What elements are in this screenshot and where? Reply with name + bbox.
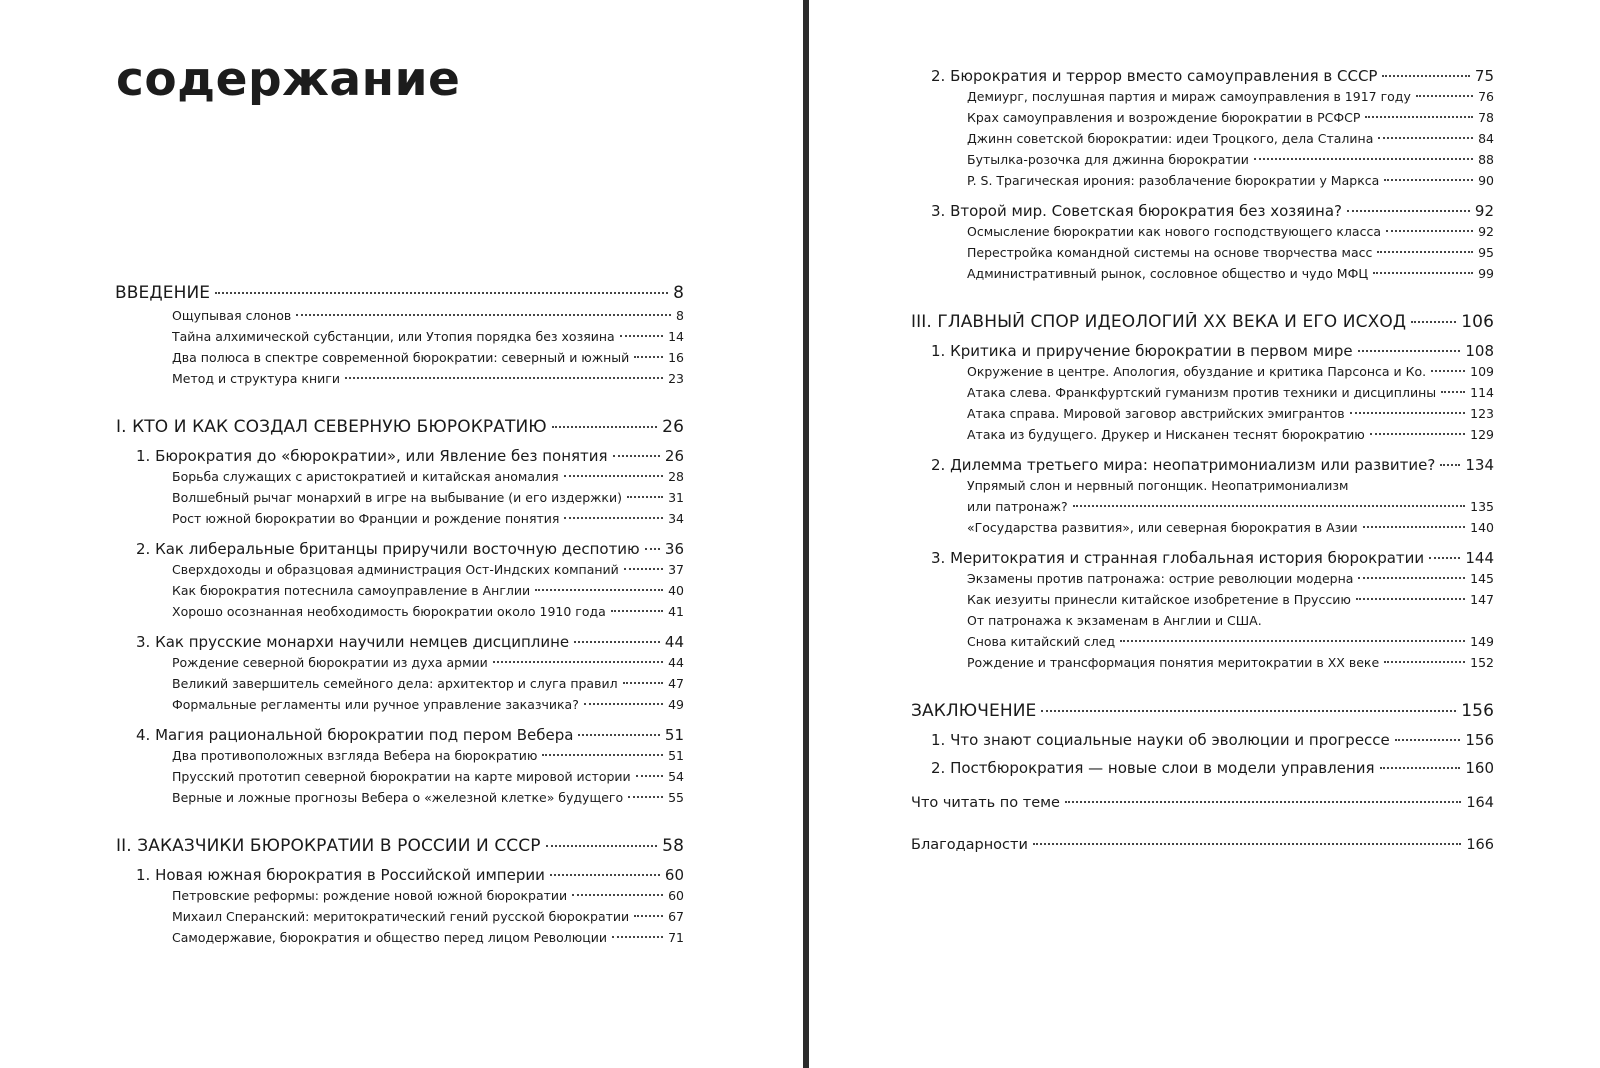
dot-leader <box>1395 739 1461 741</box>
dot-leader <box>535 589 663 591</box>
toc-section[interactable] <box>116 909 684 930</box>
entry-title: 1. Бюрократия до «бюрократии», или Явление без понятия <box>136 447 608 465</box>
entry-title: Сверхдоходы и образцовая администрация Ост-Индских компаний <box>172 562 619 577</box>
dot-leader <box>1431 370 1465 372</box>
entry-page: 26 <box>664 447 684 465</box>
toc-part-2[interactable] <box>116 836 684 861</box>
toc-section[interactable] <box>931 520 1494 541</box>
entry-title: Ощупывая слонов <box>172 308 292 323</box>
entry-page: 109 <box>1470 364 1494 379</box>
entry-page: 84 <box>1478 131 1494 146</box>
entry-page: 44 <box>668 655 684 670</box>
entry-title: Два полюса в спектре современной бюрократии: северный и южный <box>172 350 630 365</box>
entry-title: 2. Как либеральные британцы приручили восточную деспотию <box>136 540 640 558</box>
entry-title: Верные и ложные прогнозы Вебера о «железной клетке» будущего <box>172 790 624 805</box>
entry-page: 106 <box>1461 312 1494 332</box>
dot-leader <box>542 754 663 756</box>
dot-leader <box>546 845 658 847</box>
entry-page: 129 <box>1470 427 1494 442</box>
toc-section[interactable] <box>116 371 684 392</box>
toc-section[interactable] <box>931 173 1494 194</box>
entry-page: 60 <box>664 866 684 884</box>
entry-page: 92 <box>1474 202 1494 220</box>
entry-page: 40 <box>668 583 684 598</box>
toc-chapter[interactable] <box>116 447 684 469</box>
dot-leader <box>1370 433 1465 435</box>
toc-chapter[interactable] <box>931 456 1494 478</box>
dot-leader <box>1386 230 1473 232</box>
entry-title: Борьба служащих с аристократией и китайская аномалия <box>172 469 559 484</box>
toc-section[interactable] <box>116 930 684 951</box>
toc-chapter[interactable] <box>931 342 1494 364</box>
entry-page: 78 <box>1478 110 1494 125</box>
toc-chapter[interactable] <box>931 67 1494 89</box>
toc-section[interactable] <box>116 604 684 625</box>
entry-title: Рождение и трансформация понятия меритократии в XX веке <box>967 655 1380 670</box>
dot-leader <box>1033 843 1461 845</box>
entry-page: 14 <box>668 329 684 344</box>
entry-page: 90 <box>1478 173 1494 188</box>
entry-title: Атака слева. Франкфуртский гуманизм против техники и дисциплины <box>967 385 1437 400</box>
entry-title: Формальные регламенты или ручное управление заказчика? <box>172 697 579 712</box>
entry-title: Метод и структура книги <box>172 371 340 386</box>
dot-leader <box>1358 350 1461 352</box>
entry-page: 88 <box>1478 152 1494 167</box>
toc-section[interactable] <box>931 364 1494 385</box>
dot-leader <box>1429 557 1460 559</box>
toc-section[interactable] <box>116 308 684 329</box>
entry-title: Перестройка командной системы на основе творчества масс <box>967 245 1373 260</box>
entry-page: 8 <box>673 283 684 303</box>
entry-page: 145 <box>1470 571 1494 586</box>
dot-leader <box>578 734 659 736</box>
toc-section[interactable] <box>931 89 1494 110</box>
dot-leader <box>624 568 663 570</box>
entry-title: Михаил Сперанский: меритократический гений русской бюрократии <box>172 909 630 924</box>
dot-leader <box>1441 391 1465 393</box>
toc-section[interactable] <box>931 406 1494 427</box>
entry-title: Рост южной бюрократии во Франции и рождение понятия <box>172 511 560 526</box>
dot-leader <box>627 496 663 498</box>
entry-title: Снова китайский след <box>967 634 1116 649</box>
entry-title: Волшебный рычаг монархий в игре на выбывание (и его издержки) <box>172 490 622 505</box>
dot-leader <box>1380 767 1461 769</box>
entry-title: Экзамены против патронажа: острие революции модерна <box>967 571 1354 586</box>
toc-section[interactable] <box>931 499 1494 520</box>
dot-leader <box>572 894 663 896</box>
entry-title: Демиург, послушная партия и мираж самоуправления в 1917 году <box>967 89 1411 104</box>
entry-page: 99 <box>1478 266 1494 281</box>
entry-title: Административный рынок, сословное общество и чудо МФЦ <box>967 266 1369 281</box>
dot-leader <box>634 356 663 358</box>
entry-title: Как иезуиты принесли китайское изобретение в Пруссию <box>967 592 1351 607</box>
entry-title: Как бюрократия потеснила самоуправление в Англии <box>172 583 531 598</box>
entry-page: 92 <box>1478 224 1494 239</box>
entry-title: Джинн советской бюрократии: идеи Троцкого, дела Сталина <box>967 131 1374 146</box>
entry-title: 1. Новая южная бюрократия в Российской империи <box>136 866 545 884</box>
toc-section[interactable] <box>116 769 684 790</box>
toc-chapter[interactable] <box>116 633 684 655</box>
toc-section[interactable] <box>116 748 684 769</box>
toc-section[interactable] <box>116 697 684 718</box>
entry-title: 3. Меритократия и странная глобальная история бюрократии <box>931 549 1425 567</box>
dot-leader <box>550 874 660 876</box>
dot-leader <box>1440 464 1460 466</box>
dot-leader <box>628 796 663 798</box>
entry-page: 16 <box>668 350 684 365</box>
entry-page: 55 <box>668 790 684 805</box>
entry-page: 23 <box>668 371 684 386</box>
entry-page: 34 <box>668 511 684 526</box>
entry-page: 37 <box>668 562 684 577</box>
dot-leader <box>645 548 660 550</box>
dot-leader <box>564 517 663 519</box>
dot-leader <box>574 641 660 643</box>
dot-leader <box>612 936 663 938</box>
toc-section[interactable] <box>931 110 1494 131</box>
toc-section[interactable] <box>116 655 684 676</box>
dot-leader <box>552 426 657 428</box>
dot-leader <box>620 335 663 337</box>
entry-title: ЗАКЛЮЧЕНИЕ <box>911 701 1037 721</box>
dot-leader <box>1120 640 1465 642</box>
toc-section-line1[interactable]: Упрямый слон и нервный погонщик. Неопатримониализм <box>967 478 1349 493</box>
dot-leader <box>1365 116 1473 118</box>
entry-page: 140 <box>1470 520 1494 535</box>
toc-section[interactable] <box>931 634 1494 655</box>
entry-title: Петровские реформы: рождение новой южной бюрократии <box>172 888 568 903</box>
dot-leader <box>1378 137 1473 139</box>
dot-leader <box>1254 158 1473 160</box>
dot-leader <box>1373 272 1473 274</box>
dot-leader <box>1041 710 1456 712</box>
toc-section[interactable] <box>116 511 684 532</box>
toc-left-column <box>116 283 684 951</box>
entry-title: Атака из будущего. Друкер и Нисканен теснят бюрократию <box>967 427 1365 442</box>
entry-page: 95 <box>1478 245 1494 260</box>
dot-leader <box>611 610 663 612</box>
entry-title: Окружение в центре. Апология, обуздание и критика Парсонса и Ко. <box>967 364 1427 379</box>
dot-leader <box>584 703 663 705</box>
entry-page: 144 <box>1465 549 1494 567</box>
entry-title: 2. Постбюрократия — новые слои в модели управления <box>931 759 1375 777</box>
toc-section[interactable] <box>931 131 1494 152</box>
toc-section[interactable] <box>931 266 1494 287</box>
toc-part-1[interactable] <box>116 417 684 442</box>
toc-chapter[interactable] <box>931 549 1494 571</box>
dot-leader <box>1363 526 1466 528</box>
toc-chapter[interactable] <box>931 759 1494 781</box>
toc-title: содержание <box>116 52 461 107</box>
toc-acknowledgements[interactable] <box>911 837 1494 859</box>
toc-section[interactable] <box>931 245 1494 266</box>
entry-page: 44 <box>664 633 684 651</box>
toc-chapter[interactable] <box>116 866 684 888</box>
entry-page: 49 <box>668 697 684 712</box>
entry-title: или патронаж? <box>967 499 1068 514</box>
toc-section[interactable] <box>116 790 684 811</box>
toc-section[interactable] <box>931 152 1494 173</box>
toc-chapter[interactable] <box>931 731 1494 753</box>
dot-leader <box>1384 661 1465 663</box>
dot-leader <box>1377 251 1473 253</box>
entry-title: P. S. Трагическая ирония: разоблачение бюрократии у Маркса <box>967 173 1380 188</box>
dot-leader <box>1350 412 1465 414</box>
entry-page: 166 <box>1466 837 1494 853</box>
entry-page: 31 <box>668 490 684 505</box>
dot-leader <box>613 455 660 457</box>
entry-page: 152 <box>1470 655 1494 670</box>
entry-page: 26 <box>662 417 684 437</box>
entry-page: 54 <box>668 769 684 784</box>
entry-page: 47 <box>668 676 684 691</box>
toc-section[interactable] <box>931 592 1494 613</box>
entry-title: «Государства развития», или северная бюрократия в Азии <box>967 520 1358 535</box>
dot-leader <box>623 682 664 684</box>
dot-leader <box>636 775 663 777</box>
entry-page: 71 <box>668 930 684 945</box>
entry-page: 156 <box>1461 701 1494 721</box>
dot-leader <box>1411 321 1456 323</box>
entry-page: 147 <box>1470 592 1494 607</box>
dot-leader <box>634 915 663 917</box>
toc-part-3[interactable] <box>911 312 1494 337</box>
toc-section[interactable] <box>116 676 684 697</box>
entry-page: 135 <box>1470 499 1494 514</box>
dot-leader <box>215 292 668 294</box>
toc-chapter[interactable] <box>116 540 684 562</box>
entry-title: 1. Критика и приручение бюрократии в первом мире <box>931 342 1353 360</box>
entry-page: 60 <box>668 888 684 903</box>
entry-title: III. ГЛАВНЫЙ СПОР ИДЕОЛОГИЙ XX ВЕКА И ЕГО ИСХОД <box>911 312 1407 332</box>
entry-page: 149 <box>1470 634 1494 649</box>
entry-title: Прусский прототип северной бюрократии на карте мировой истории <box>172 769 631 784</box>
entry-title: Что читать по теме <box>911 795 1060 811</box>
dot-leader <box>1356 598 1465 600</box>
entry-page: 8 <box>676 308 684 323</box>
toc-section[interactable] <box>116 350 684 371</box>
dot-leader <box>1358 577 1465 579</box>
entry-title: 2. Дилемма третьего мира: неопатримониализм или развитие? <box>931 456 1436 474</box>
toc-section[interactable] <box>931 571 1494 592</box>
dot-leader <box>296 314 671 316</box>
toc-section[interactable] <box>116 562 684 583</box>
entry-title: Хорошо осознанная необходимость бюрократии около 1910 года <box>172 604 606 619</box>
entry-page: 36 <box>664 540 684 558</box>
entry-title: Осмысление бюрократии как нового господствующего класса <box>967 224 1381 239</box>
entry-title: 2. Бюрократия и террор вместо самоуправления в СССР <box>931 67 1378 85</box>
dot-leader <box>1382 75 1469 77</box>
entry-title: II. ЗАКАЗЧИКИ БЮРОКРАТИИ В РОССИИ И СССР <box>116 836 541 856</box>
toc-chapter[interactable] <box>116 726 684 748</box>
toc-section[interactable] <box>116 490 684 511</box>
toc-further-reading[interactable] <box>911 795 1494 817</box>
toc-section[interactable] <box>931 385 1494 406</box>
entry-page: 58 <box>662 836 684 856</box>
entry-title: 4. Магия рациональной бюрократии под пером Вебера <box>136 726 574 744</box>
entry-page: 156 <box>1465 731 1494 749</box>
dot-leader <box>493 661 663 663</box>
dot-leader <box>345 377 663 379</box>
toc-section[interactable] <box>116 329 684 350</box>
toc-section-line2[interactable]: От патронажа к экзаменам в Англии и США. <box>967 613 1262 628</box>
entry-page: 51 <box>668 748 684 763</box>
toc-section[interactable] <box>931 655 1494 676</box>
toc-section[interactable] <box>931 427 1494 448</box>
entry-title: ВВЕДЕНИЕ <box>115 283 211 303</box>
toc-right-column <box>911 67 1494 859</box>
entry-title: Великий завершитель семейного дела: архитектор и слуга правил <box>172 676 618 691</box>
entry-page: 134 <box>1465 456 1494 474</box>
toc-conclusion[interactable] <box>911 701 1494 726</box>
entry-page: 28 <box>668 469 684 484</box>
entry-title: Атака справа. Мировой заговор австрийских эмигрантов <box>967 406 1345 421</box>
toc-section[interactable] <box>931 224 1494 245</box>
entry-title: Благодарности <box>911 837 1028 853</box>
entry-title: Бутылка-розочка для джинна бюрократии <box>967 152 1249 167</box>
dot-leader <box>1384 179 1473 181</box>
entry-page: 123 <box>1470 406 1494 421</box>
dot-leader <box>564 475 663 477</box>
entry-title: I. КТО И КАК СОЗДАЛ СЕВЕРНУЮ БЮРОКРАТИЮ <box>116 417 547 437</box>
entry-title: Тайна алхимической субстанции, или Утопия порядка без хозяина <box>172 329 615 344</box>
toc-section[interactable] <box>116 583 684 604</box>
toc-section[interactable] <box>116 469 684 490</box>
entry-page: 164 <box>1466 795 1494 811</box>
toc-section[interactable] <box>116 888 684 909</box>
entry-title: 3. Второй мир. Советская бюрократия без хозяина? <box>931 202 1342 220</box>
entry-title: 3. Как прусские монархи научили немцев дисциплине <box>136 633 570 651</box>
entry-title: 1. Что знают социальные науки об эволюции и прогрессе <box>931 731 1390 749</box>
entry-page: 41 <box>668 604 684 619</box>
entry-page: 114 <box>1470 385 1494 400</box>
toc-part-intro[interactable] <box>115 283 684 308</box>
entry-page: 76 <box>1478 89 1494 104</box>
entry-page: 51 <box>664 726 684 744</box>
dot-leader <box>1416 95 1473 97</box>
toc-chapter[interactable] <box>931 202 1494 224</box>
dot-leader <box>1073 505 1466 507</box>
entry-title: Рождение северной бюрократии из духа армии <box>172 655 488 670</box>
entry-title: Самодержавие, бюрократия и общество перед лицом Революции <box>172 930 607 945</box>
dot-leader <box>1065 801 1461 803</box>
entry-title: Два противоположных взгляда Вебера на бюрократию <box>172 748 538 763</box>
entry-page: 75 <box>1474 67 1494 85</box>
entry-title: Крах самоуправления и возрождение бюрократии в РСФСР <box>967 110 1361 125</box>
dot-leader <box>1347 210 1470 212</box>
entry-page: 160 <box>1465 759 1494 777</box>
entry-page: 108 <box>1465 342 1494 360</box>
entry-page: 67 <box>668 909 684 924</box>
